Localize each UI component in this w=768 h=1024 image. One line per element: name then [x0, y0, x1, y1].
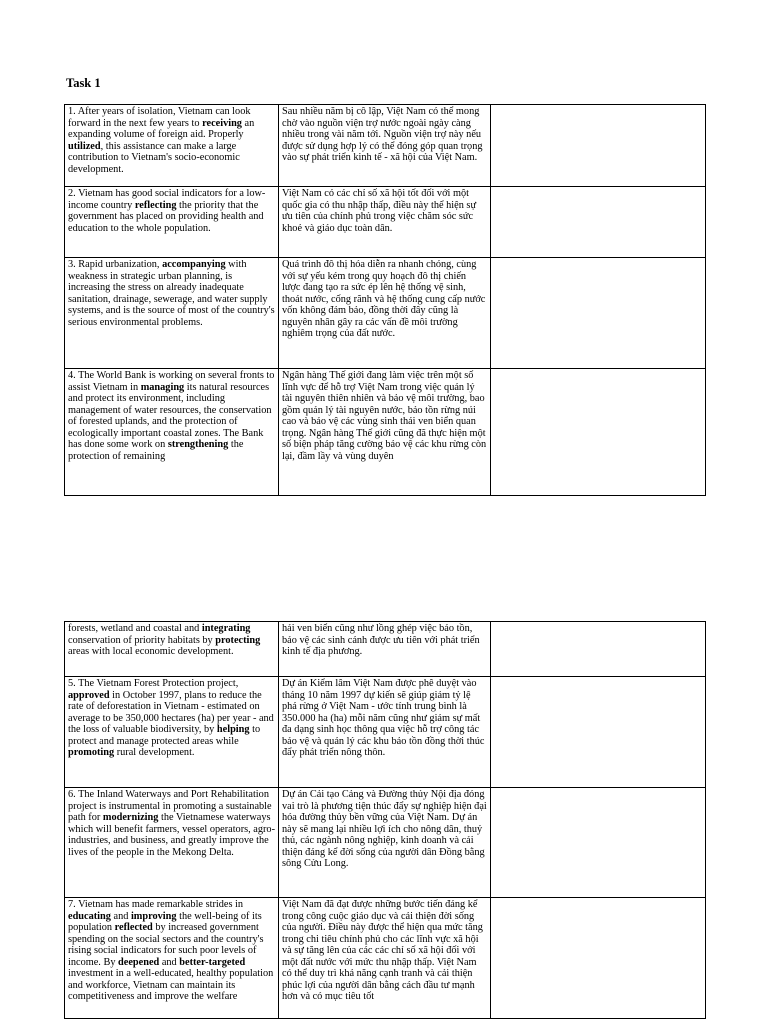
english-text: 7. Vietnam has made remarkable strides in [68, 899, 244, 910]
empty-cell [491, 258, 706, 369]
highlighted-word: better-targeted [179, 956, 246, 968]
table-row [65, 677, 706, 788]
english-text: with weakness in strategic urban planning, is increasing the stress on already inadequate sanitation, drainage, sewerage, and water supply systems, and is the source of most of the country's serious environmental problems. [68, 259, 275, 328]
highlighted-word: modernizing [102, 812, 159, 824]
vietnamese-text: Ngân hàng Thế giới đang làm việc trên một số lĩnh vực để hỗ trợ Việt Nam trong việc quản lý tài nguyên thiên nhiên và bảo vệ môi trường, bao gồm quản lý tài nguyên nước, bảo tồn rừng núi cao và bảo vệ các vùng sinh thái ven biển quan trọng. Ngân hàng Thế giới cũng đã thực hiện một số biện pháp tăng cường bảo vệ các khu rừng còn lại, đầm lầy và vùng duyên [282, 370, 487, 462]
highlighted-word: accompanying [162, 259, 226, 270]
highlighted-word: promoting [68, 747, 115, 759]
vietnamese-text: hải ven biển cũng như lồng ghép việc bảo tồn, bảo vệ các sinh cảnh được ưu tiên với phát triển kinh tế địa phương. [282, 623, 480, 658]
vietnamese-cell [279, 105, 491, 187]
english-text: by increased government spending on the social sectors and the country's rising social indicators for such poor levels of income. By [68, 922, 264, 968]
english-cell [65, 369, 279, 496]
english-text: its natural resources and protect its environment, including management of water resources, the conservation of forested uplands, and the protection of ecologically important coastal zones. The Bank has done some work on [68, 381, 272, 451]
vietnamese-text: Sau nhiều năm bị cô lập, Việt Nam có thể mong chờ vào nguồn viện trợ nước ngoài ngày càng nhiều trong vài năm tới. Nguồn viện trợ này nếu được sử dụng hợp lý có thể đóng góp quan trọng vào sự phát triển kinh tế - xã hội của Việt Nam. [282, 106, 483, 164]
highlighted-word: strengthening [167, 439, 229, 451]
vietnamese-text: Việt Nam có các chỉ số xã hội tốt đối với một quốc gia có thu nhập thấp, điều này thể hiện sự ưu tiên của chính phủ trong việc chăm sóc sức khoẻ và giáo dục toàn dân. [282, 188, 477, 234]
english-text: 5. The Vietnam Forest Protection project, [68, 678, 239, 689]
table-row [65, 898, 706, 1019]
empty-cell [491, 788, 706, 898]
english-text: 1. After years of isolation, Vietnam can look forward in the next few years to [68, 106, 251, 129]
english-text: areas with local economic development. [68, 646, 234, 658]
table-row [65, 258, 706, 369]
english-text: and [110, 910, 131, 922]
english-text: an expanding volume of foreign aid. Properly [68, 117, 255, 141]
highlighted-word: approved [68, 689, 110, 701]
english-text: 2. Vietnam has good social indicators for a low-income country [68, 188, 266, 211]
english-text: investment in a well-educated, healthy population and workforce, Vietnam can maintain its competitiveness and improve the welfare [68, 968, 274, 1003]
english-cell [65, 187, 279, 258]
english-text: the priority that the government has placed on providing health and education to the whole population. [68, 199, 264, 234]
english-text: 4. The World Bank is working on several fronts to assist Vietnam in [68, 370, 275, 393]
highlighted-word: educating [68, 910, 111, 922]
english-text: to protect and manage protected areas while [68, 724, 261, 747]
table-row [65, 105, 706, 187]
highlighted-word: protecting [215, 634, 261, 646]
highlighted-word: reflected [114, 922, 153, 934]
empty-cell [491, 187, 706, 258]
empty-cell [491, 677, 706, 788]
english-cell [65, 258, 279, 369]
english-text: in October 1997, plans to reduce the rate of deforestation in Vietnam - estimated on average to be 350,000 hectares (ha) per year - and the loss of valuable biodiversity, by [68, 689, 274, 736]
highlighted-word: managing [140, 381, 185, 393]
vietnamese-cell [279, 788, 491, 898]
highlighted-word: helping [216, 724, 250, 736]
english-text: forests, wetland and coastal and [68, 623, 202, 634]
highlighted-word: deepened [118, 956, 160, 968]
english-text: the Vietnamese waterways which will benefit farmers, vessel operators, agro-industries, and business, and greatly improve the lives of the people in the Mekong Delta. [68, 812, 275, 858]
english-cell [65, 898, 279, 1019]
highlighted-word: improving [130, 910, 177, 922]
english-text: the well-being of its population [68, 910, 262, 934]
highlighted-word: utilized [68, 140, 101, 152]
english-text: , this assistance can make a large contribution to Vietnam's socio-economic development. [68, 140, 240, 175]
english-text: 6. The Inland Waterways and Port Rehabilitation project is instrumental in promoting a sustainable path for [68, 789, 272, 824]
translation-table-1 [64, 104, 706, 496]
vietnamese-cell [279, 622, 491, 677]
vietnamese-text: Dự án Kiểm lâm Việt Nam được phê duyệt vào tháng 10 năm 1997 dự kiến sẽ giúp giảm tỷ lệ phá rừng ở Việt Nam - ước tính trung bình là 350.000 ha (ha) mỗi năm cũng như giảm sự mất đa dạng sinh học thông qua việc hỗ trợ công tác bảo vệ và quản lý các khu bảo tồn đồng thời thúc đẩy phát triển nông thôn. [282, 678, 485, 759]
empty-cell [491, 622, 706, 677]
english-text: and [159, 956, 180, 968]
translation-table-2 [64, 621, 706, 1019]
empty-cell [491, 898, 706, 1019]
table-row [65, 369, 706, 496]
english-text: the protection of remaining [68, 439, 244, 462]
vietnamese-text: Việt Nam đã đạt được những bước tiến đáng kể trong công cuộc giáo dục và cải thiện đời sống của người. Điều này được thể hiện qua mức tăng trong chi tiêu chính phủ cho các lĩnh vực xã hội và sự tăng lên của các các chỉ số xã hội đối với một đất nước với mức thu nhập thấp. Việt Nam có thể duy trì khả năng cạnh tranh và cải thiện phúc lợi của người dân bằng cách đầu tư mạnh hơn và có mục tiêu tốt [282, 899, 483, 1003]
english-text: conservation of priority habitats by [68, 634, 216, 646]
english-cell [65, 622, 279, 677]
empty-cell [491, 105, 706, 187]
vietnamese-text: Dự án Cải tạo Cảng và Đường thủy Nội địa đóng vai trò là phương tiện thúc đẩy sự nghiệp hiện đại hóa đường thủy bền vững của Việt Nam. Dự án này sẽ mang lại nhiều lợi ích cho nông dân, thuỷ thủ, các ngành nông nghiệp, kinh doanh và cải thiện đáng kể đời sống của người dân Đồng bằng sông Cửu Long. [282, 789, 487, 870]
english-cell [65, 788, 279, 898]
english-cell [65, 105, 279, 187]
vietnamese-cell [279, 187, 491, 258]
vietnamese-cell [279, 898, 491, 1019]
table-row [65, 187, 706, 258]
vietnamese-cell [279, 258, 491, 369]
table-row [65, 788, 706, 898]
highlighted-word: integrating [201, 623, 251, 634]
english-text: 3. Rapid urbanization, [68, 259, 163, 270]
english-cell [65, 677, 279, 788]
page-title: Task 1 [66, 76, 101, 90]
highlighted-word: reflecting [134, 199, 177, 211]
empty-cell [491, 369, 706, 496]
highlighted-word: receiving [202, 117, 242, 129]
vietnamese-cell [279, 369, 491, 496]
table-row [65, 622, 706, 677]
vietnamese-text: Quá trình đô thị hóa diễn ra nhanh chóng, cùng với sự yếu kém trong quy hoạch đô thị chiến lược đang tạo ra sức ép lên hệ thống vệ sinh, thoát nước, cống rãnh và hệ thống cung cấp nước vốn không đảm bảo, đồng thời đây cũng là nguyên nhân gây ra các vấn đề môi trường nghiêm trọng của đất nước. [282, 259, 486, 340]
english-text: rural development. [114, 747, 195, 759]
vietnamese-cell [279, 677, 491, 788]
